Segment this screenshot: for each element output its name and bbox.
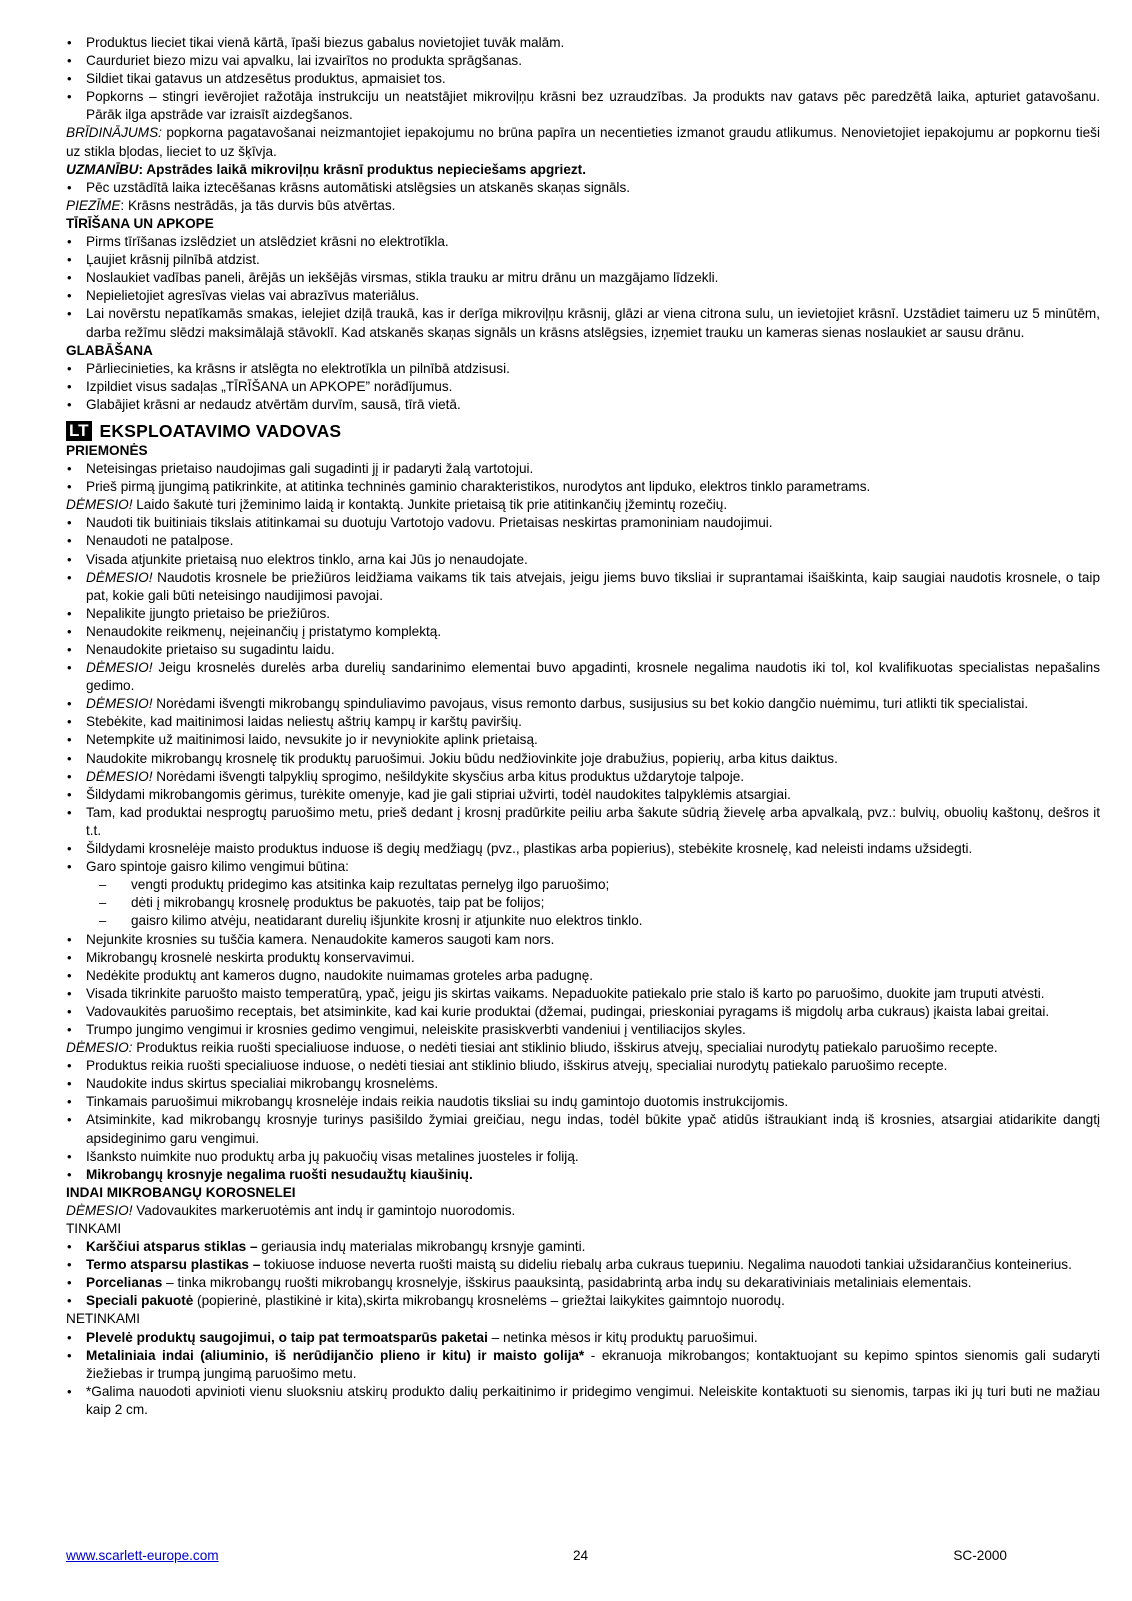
list-item: • Karščiui atsparus stiklas – geriausia indų materialas mikrobangų krsnyje gaminti. xyxy=(66,1238,1100,1256)
list-item: • Nedėkite produktų ant kameros dugno, naudokite nuimamas groteles arba padugnę. xyxy=(66,967,1100,985)
list-item: • Mikrobangų krosnelė neskirta produktų konservavimui. xyxy=(66,949,1100,967)
storage-heading: GLABĀŠANA xyxy=(66,342,153,358)
list-item: • Porcelianas – tinka mikrobangų ruošti mikrobangų krosnelyje, išskirus paauksintą, pasidabrintą arba indų su dekarativiniais metaliniais elementais. xyxy=(66,1274,1100,1292)
language-badge: LT xyxy=(66,421,92,441)
list-item: • Ļaujiet krāsnij pilnībā atdzist. xyxy=(66,251,1100,269)
warning-paragraph: BRĪDINĀJUMS: popkorna pagatavošanai neizmantojiet iepakojumu no brūna papīra un necentieties izmanot graudu atlikumus. Nenovietojiet iepakojumu ar popkornu tieši uz stikla bļodas, lieciet to uz šķīvja. xyxy=(66,125,1100,159)
fire-prevention-list xyxy=(66,876,1100,930)
attention-paragraph: UZMANĪBU: Apstrādes laikā mikroviļņu krāsnī produktus nepieciešams apgriezt. xyxy=(66,161,586,177)
list-item: • Naudoti tik buitiniais tikslais atitinkamai su duotuju Vartotojo vadovu. Prietaisas neskirtas pramoniniam naudojimui. xyxy=(66,514,1100,532)
manual-page xyxy=(66,34,1100,1419)
list-item: • Glabājiet krāsni ar nedaudz atvērtām durvīm, sausā, tīrā vietā. xyxy=(66,396,1100,414)
list-item: • DĖMESIO! Jeigu krosnelės durelės arba durelių sandarinimo elementai buvo apgadinti, krosnele negalima naudotis iki tol, kol kvalifikuotas specialistas nepašalins gedimo. xyxy=(66,659,1100,695)
list-item: • Trumpo jungimo vengimui ir krosnies gedimo vengimui, neleiskite prasiskverbti vandeniui į ventiliacijos skyles. xyxy=(66,1021,1100,1039)
list-item: • Naudokite mikrobangų krosnelę tik produktų paruošimui. Jokiu būdu nedžiovinkite joje drabužius, popierių, arba kitus daiktus. xyxy=(66,750,1100,768)
website-link[interactable]: www.scarlett-europe.com xyxy=(66,1548,219,1563)
list-item: • Pirms tīrīšanas izslēdziet un atslēdziet krāsni no elektrotīkla. xyxy=(66,233,1100,251)
unsuitable-list xyxy=(66,1329,1100,1419)
list-item: • Netempkite už maitinimosi laido, nevsukite jo ir nevyniokite aplink prietaisą. xyxy=(66,731,1100,749)
attention-paragraph: DĖMESIO! Vadovaukites markeruotėmis ant indų ir gamintojo nuorodomis. xyxy=(66,1202,516,1218)
list-item: • Naudokite indus skirtus specialiai mikrobangų krosnelėms. xyxy=(66,1075,1100,1093)
suitable-label: TINKAMI xyxy=(66,1221,122,1236)
list-item: • Visada atjunkite prietaisą nuo elektros tinklo, arna kai Jūs jo nenaudojate. xyxy=(66,551,1100,569)
page-number: 24 xyxy=(573,1548,589,1563)
measures-heading: PRIEMONĖS xyxy=(66,442,148,458)
attention-paragraph: DĖMESIO: Produktus reikia ruošti specialiuose induose, o nedėti tiesiai ant stiklinio bliudo, išskirus atvejų, specialiai nurodytų patiekalo paruošimo recepte. xyxy=(66,1040,998,1056)
list-item: • Garo spintoje gaisro kilimo vengimui būtina: xyxy=(66,858,1100,876)
cooking-tips-list xyxy=(66,34,1100,124)
lt-safety-list-c xyxy=(66,931,1100,1040)
lt-safety-list-d xyxy=(66,1057,1100,1184)
list-item: • *Galima nauodoti apvinioti vienu sluoksniu atskirų produkto dalių perkaitinimo ir pridegimo vengimui. Neleiskite kontaktuoti su sienomis, tarpas iki jų turi buti ne mažiau kaip 2 cm. xyxy=(66,1383,1100,1419)
list-item: • Neteisingas prietaiso naudojimas gali sugadinti jį ir padaryti žalą vartotojui. xyxy=(66,460,1100,478)
list-item: • Produktus reikia ruošti specialiuose induose, o nedėti tiesiai ant stiklinio bliudo, išskirus atvejų, specialiai nurodytų patiekalo paruošimo recepte. xyxy=(66,1057,1100,1075)
list-item: – dėti į mikrobangų krosnelę produktus be pakuotės, taip pat be folijos; xyxy=(66,894,1100,912)
list-item: • Noslaukiet vadības paneli, ārējās un iekšējās virsmas, stikla trauku ar mitru drānu un mazgājamo līdzekli. xyxy=(66,269,1100,287)
list-item: • Caurduriet biezo mizu vai apvalku, lai izvairītos no produkta sprāgšanas. xyxy=(66,52,1100,70)
list-item: • Nejunkite krosnies su tuščia kamera. Nenaudokite kameros saugoti kam nors. xyxy=(66,931,1100,949)
list-item: • Sildiet tikai gatavus un atdzesētus produktus, apmaisiet tos. xyxy=(66,70,1100,88)
cleaning-heading: TĪRĪŠANA UN APKOPE xyxy=(66,215,214,231)
list-item: • Popkorns – stingri ievērojiet ražotāja instrukciju un neatstājiet mikroviļņu krāsni bez uzraudzības. Ja produkts nav gatavs pēc paredzētā laika, apturiet gatavošanu. Pārāk ilga apstrāde var izraisīt aizdegšanos. xyxy=(66,88,1100,124)
list-item: • Visada tikrinkite paruošto maisto temperatūrą, ypač, jeigu jis skirtas vaikams. Nepaduokite patiekalo prie stalo iš karto po paruošimo, duokite jam truputi atvėsti. xyxy=(66,985,1100,1003)
list-item: • Speciali pakuotė (popierinė, plastikinė ir kita),skirta mikrobangų krosnelėms – griežtai laikykites gaimntojo nuorodų. xyxy=(66,1292,1100,1310)
list-item: • Nenaudokite reikmenų, neįeinančių į pristatymo komplektą. xyxy=(66,623,1100,641)
list-item: • DĖMESIO! Norėdami išvengti talpyklių sprogimo, nešildykite skysčius arba kitus produktus uždarytoje talpoje. xyxy=(66,768,1100,786)
unsuitable-label: NETINKAMI xyxy=(66,1311,141,1327)
lt-safety-list-b xyxy=(66,514,1100,876)
list-item: • Stebėkite, kad maitinimosi laidas neliestų aštrių kampų ir karštų paviršių. xyxy=(66,713,1100,731)
list-item: – gaisro kilimo atvėju, neatidarant durelių išjunkite krosnį ir atjunkite nuo elektros tinklo. xyxy=(66,912,1100,930)
dishes-heading: INDAI MIKROBANGŲ KOROSNELEI xyxy=(66,1184,296,1200)
storage-list xyxy=(66,360,1100,414)
list-item: • Nenaudoti ne patalpose. xyxy=(66,532,1100,550)
lt-section-header xyxy=(66,420,1100,442)
list-item: • Atsiminkite, kad mikrobangų krosnyje turinys pasišildo žymiai greičiau, negu indas, todėl būkite ypač atidūs ištraukiant indą iš krosnies, atsargiai atidarikite dangtį apsideginimo garu vengimui. xyxy=(66,1111,1100,1147)
list-item: • Šildydami krosnelėje maisto produktus induose iš degių medžiagų (pvz., plastikas arba popierius), stebėkite krosnelę, kad neleisti indams užsidegti. xyxy=(66,840,1100,858)
page-footer xyxy=(66,1548,1100,1568)
list-item: • Šildydami mikrobangomis gėrimus, turėkite omenyje, kad jie gali stipriai užvirti, todėl naudokites talpyklėmis atsargiai. xyxy=(66,786,1100,804)
list-item: • Lai novērstu nepatīkamās smakas, ielejiet dziļā traukā, kas ir derīga mikroviļņu krāsnij, glāzi ar viena citrona sulu, un ievietojiet krāsnī. Uzstādiet taimeru uz 5 minūtēm, darba režīmu slēdzi maksimālajā stāvoklī. Kad atskanēs skaņas signāls un krāsns atslēgsies, izņemiet trauku un kameras sienas noslaukiet ar sausu drānu. xyxy=(66,305,1100,341)
timer-list xyxy=(66,179,1100,197)
list-item: • Išanksto nuimkite nuo produktų arba jų pakuočių visas metalines juosteles ir foliją. xyxy=(66,1148,1100,1166)
list-item: • Prieš pirmą įjungimą patikrinkite, at atitinka techninės gaminio charakteristikos, nurodytos ant lipduko, elektros tinklo parametrams. xyxy=(66,478,1100,496)
list-item: • Pārliecinieties, ka krāsns ir atslēgta no elektrotīkla un pilnībā atdzisusi. xyxy=(66,360,1100,378)
cleaning-list xyxy=(66,233,1100,342)
list-item: • Nepielietojiet agresīvas vielas vai abrazīvus materiālus. xyxy=(66,287,1100,305)
list-item: • Plevelė produktų saugojimui, o taip pat termoatsparūs paketai – netinka mėsos ir kitų produktų paruošimui. xyxy=(66,1329,1100,1347)
list-item: • Tam, kad produktai nesprogtų paruošimo metu, prieš dedant į krosnį pradūrkite peiliu arba šakute sūdrią žievelę arba apvalkalą, pvz.: bulvių, obuolių kaštonų, dešros it t.t. xyxy=(66,804,1100,840)
list-item: • Tinkamais paruošimui mikrobangų krosnelėje indais reikia naudotis tiksliai su indų gamintojo duotomis instrukcijomis. xyxy=(66,1093,1100,1111)
list-item: • DĖMESIO! Naudotis krosnele be priežiūros leidžiama vaikams tik tais atvejais, jeigu jiems buvo tiksliai ir suprantamai išaiškinta, kaip saugiai naudotis krosnele, o taip pat, kokie gali būti neteisingo naudijimosi pavojai. xyxy=(66,569,1100,605)
list-item: • Pēc uzstādītā laika iztecēšanas krāsns automātiski atslēgsies un atskanēs skaņas signāls. xyxy=(66,179,1100,197)
list-item: • Termo atsparsu plastikas – tokiuose induose neverta ruošti maistą su dideliu riebalų arba cukraus tuериniu. Negalima nauodoti tankiai užsidarančius konteinerius. xyxy=(66,1256,1100,1274)
list-item: • Mikrobangų krosnyje negalima ruošti nesudaužtų kiaušinių. xyxy=(66,1166,1100,1184)
list-item: – vengti produktų pridegimo kas atsitinka kaip rezultatas pernelyg ilgo paruošimo; xyxy=(66,876,1100,894)
list-item: • DĖMESIO! Norėdami išvengti mikrobangų spinduliavimo pavojaus, visus remonto darbus, susijusius su bet kokio dangčio nuėmimu, turi atlikti tik specialistai. xyxy=(66,695,1100,713)
model-number: SC-2000 xyxy=(953,1548,1007,1563)
list-item: • Metaliniaia indai (aliuminio, iš nerūdijančio plieno ir kitu) ir maisto golija* - ekranuoja mikrobangos; kontaktuojant su kepimo spintos sienomis gali sudaryti žiežiebas ir trumpą jungimą paruošimo metu. xyxy=(66,1347,1100,1383)
suitable-list xyxy=(66,1238,1100,1310)
section-title: EKSPLOATAVIMO VADOVAS xyxy=(99,420,342,441)
list-item: • Nenaudokite prietaiso su sugadintu laidu. xyxy=(66,641,1100,659)
list-item: • Izpildiet visus sadaļas „TĪRĪŠANA un APKOPE” norādījumus. xyxy=(66,378,1100,396)
list-item: • Vadovaukitės paruošimo receptais, bet atsiminkite, kad kai kurie produktai (džemai, pudingai, prieskoniai pyragams iš migdolų arba cukraus) įkaista labai greitai. xyxy=(66,1003,1100,1021)
attention-paragraph: DĖMESIO! Laido šakutė turi įžeminimo laidą ir kontaktą. Junkite prietaisą tik prie atitinkančių įžemintų rozečių. xyxy=(66,497,728,513)
note-paragraph: PIEZĪME: Krāsns nestrādās, ja tās durvis būs atvērtas. xyxy=(66,197,396,213)
list-item: • Nepalikite įjungto prietaiso be priežiūros. xyxy=(66,605,1100,623)
list-item: • Produktus lieciet tikai vienā kārtā, īpaši biezus gabalus novietojiet tuvāk malām. xyxy=(66,34,1100,52)
lt-safety-list-a xyxy=(66,460,1100,496)
